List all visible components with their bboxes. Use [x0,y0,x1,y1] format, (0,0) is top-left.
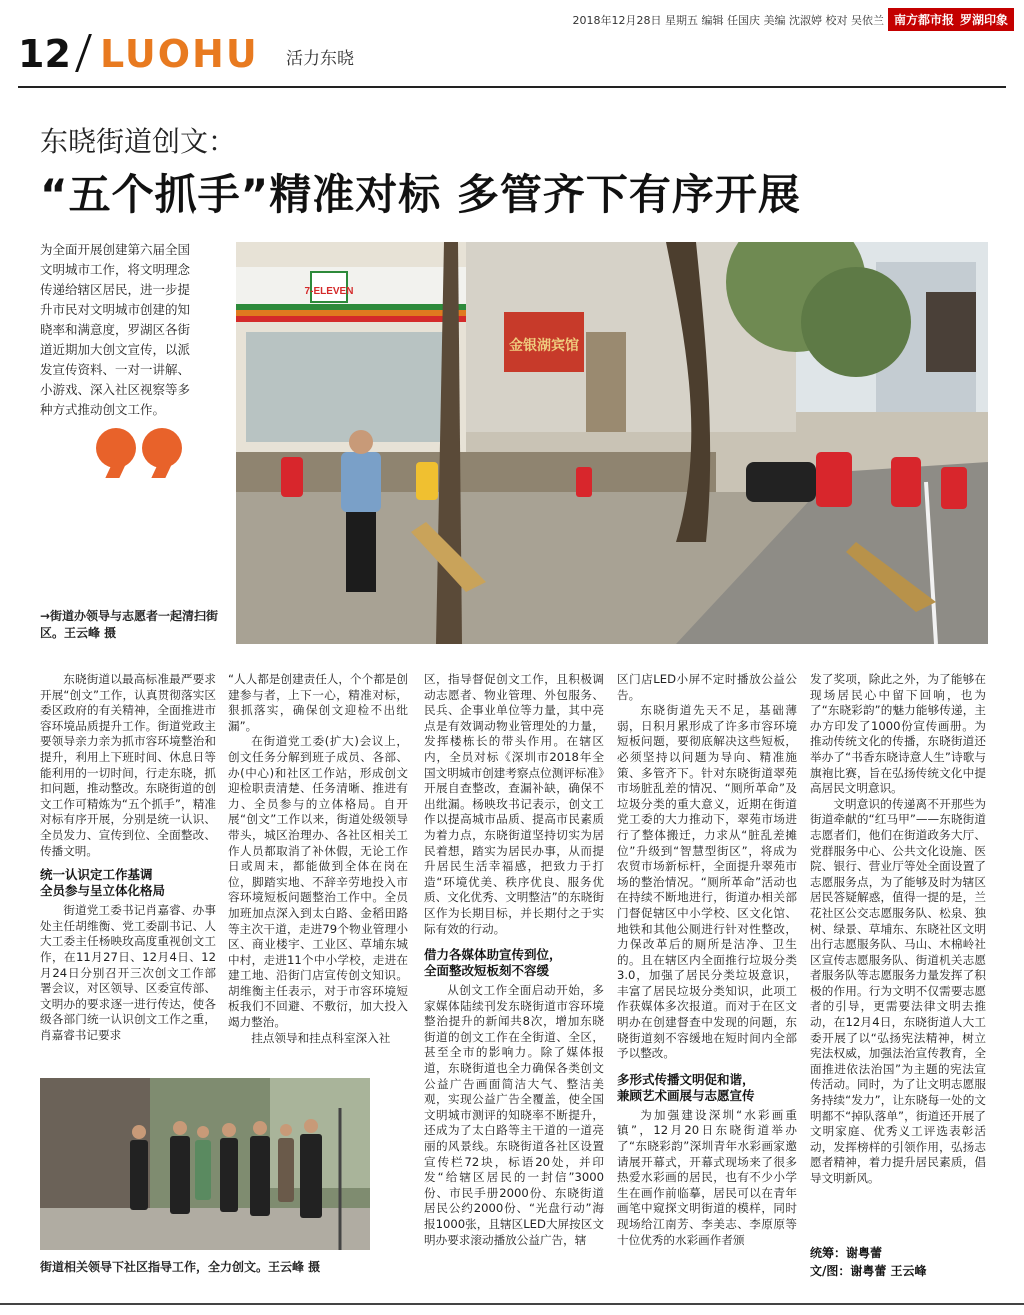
store-sign: 7-ELEVEN [304,286,354,297]
paragraph: 在街道党工委(扩大)会议上，创文任务分解到班子成员、各部、办(中心)和社区工作站，形成创文迎检职责清楚、任务清晰、推进有力、全员参与的立体格局。自开展“创文”工作以来，街道处级领导带头，城区治理办、各社区相关工作人员都取消了补休假，无论工作日或周末，都能做到全体在岗在位，脚踏实地、不辞辛劳地投入市容环境短板问题整治工作中。全员加班加点深入到太白路、金稻田路等主次干道，走进79个物业管理小区、商业楼宇、工业区、草埔东城中村，走进11个中小学校，走进在建工地、沿街门店宣传创文知识。胡维衡主任表示，对于市容环境短板我们不回避、不敷衍，加大投入竭力整治。 [228,734,408,1030]
subheading: 统一认识定工作基调 全员参与呈立体化格局 [40,867,166,899]
leaders-visit-illustration [40,1078,370,1250]
paragraph: 发了奖项，除此之外，为了能够在现场居民心中留下回响，也为了“东晓彩韵”的魅力能够传递，主办方印发了1000份宣传画册。为推动传统文化的传播，东晓街道还举办了“书香东晓诗意人生”诗歌与旗袍比赛，旨在弘扬传统文化中提高居民文明意识。 [810,672,986,796]
article-headline: “五个抓手”精准对标 多管齐下有序开展 [40,170,801,219]
header-slash-divider [75,34,92,72]
newspaper-logo: 南方都市报 [888,8,960,31]
subsection-title: 活力东晓 [286,49,354,69]
credit-editor: 统筹：谢粤蕾 [810,1246,883,1260]
street-cleaning-illustration [236,242,988,644]
header-rule [18,86,1006,88]
body-column-2 [228,672,408,1046]
paragraph: 东晓街道先天不足，基础薄弱，日积月累形成了许多市容环境短板问题，要彻底解决这些短板，必须坚持以问题为导向、精准施策、多管齐下。针对东晓街道翠苑市场脏乱差的情况、“厕所革命”及垃圾分类的重大意义，近期在街道党工委的大力推动下，翠苑市场进行了整体搬迁，力求从“脏乱差摊位”升级到“智慧型街区”，将成为农贸市场新标杆，全面提升翠苑市场的整治情况。“厕所革命”活动也在持续不断地进行，街道办相关部门督促辖区中小学校、区文化馆、地铁和其他公厕进行针对性整改，力保改革后的厕所是洁净、卫生的。且在辖区内全面推行垃圾分类3.0，加强了居民分类垃圾意识，丰富了居民垃圾分类知识，此项工作获媒体多次报道。而对于在区文明办在创建督查中发现的问题，东晓街道刻不容缓地在短时间内全部予以整改。 [617,703,797,1061]
body-column-3 [424,672,604,1248]
section-title: LUOHU [100,32,259,76]
paragraph: 文明意识的传递离不开那些为街道牵献的“红马甲”——东晓街道志愿者们，他们在街道政务大厅、党群服务中心、公共文化设施、医院、银行、营业厅等处全面设置了志愿服务点，为了能够及时为辖区居民答疑解惑，值得一提的是，兰花社区公交志愿服务队、松泉、独树、绿景、草埔东、东晓社区文明出行志愿服务队、马山、木棉岭社区宣传志愿服务队、街道机关志愿者服务队等志愿服务力量发挥了积极的作用。行为文明不仅需要志愿者的引导，更需要法律文明去推动，在12月4日，东晓街道人大工委开展了以“弘扬宪法精神，树立宪法权威，加强法治宣传教育，全面推进依法治国”为主题的宪法宣传活动。同时，为了让文明志愿服务持续“发力”，让东晓每一处的文明都不“掉队落单”，街道还开展了文明家庭、优秀义工评选表彰活动，发挥榜样的引领作用，弘扬志愿者精神，着力提升居民素质，倡导文明新风。 [810,796,986,1185]
photo2-caption: 街道相关领导下社区指导工作，全力创文。王云峰 摄 [40,1260,321,1274]
paragraph: 为加强建设深圳“水彩画重镇”，12月20日东晓街道举办了“东晓彩韵”深圳青年水彩画家邀请展开幕式，开幕式现场来了很多热爱水彩画的居民，也有不少小学生在画作前临摹，居民可以在青年画笔中窥探文明街道的模样，同时现场给江南芳、李美志、李原原等十位优秀的水彩画作者颁 [617,1107,797,1247]
street-cleaning-photo [236,242,988,644]
paragraph: 东晓街道以最高标准最严要求开展“创文”工作，认真贯彻落实区委区政府的有关精神，全面推进市容环境品质提升工作。街道党政主要领导亲力亲为抓市容环境整治和提升，利用上下班时间、休息日等能利用的一切时间，行走东晓，抓扣问题，推动整改。东晓街道的创文工作可精炼为“五个抓手”，精准对标有序开展，分别是统一认识、全员发力、宣传到位、全面整改、传播文明。 [40,672,216,858]
quote-mark-icon [96,428,196,488]
article-credits [810,1244,986,1280]
credit-writers: 文/图：谢粤蕾 王云峰 [810,1264,927,1278]
article-kicker: 东晓街道创文： [40,125,237,158]
hotel-sign: 金银湖宾馆 [509,338,579,354]
issue-meta: 2018年12月28日 星期五 编辑 任国庆 美编 沈淑婷 校对 吴依兰 [572,14,884,27]
paragraph: 区门店LED小屏不定时播放公益公告。 [617,672,797,702]
body-column-5 [810,672,986,1187]
paragraph: 挂点领导和挂点科室深入社 [251,1030,391,1045]
paragraph: 街道党工委书记肖嘉睿、办事处主任胡维衡、党工委副书记、人大工委主任杨映玫高度重视创文工作，在11月27日、12月4日、12月24日分别召开三次创文工作部署会议，对区领导、区委宣传部、文明办的要求逐一进行传达，使各级各部门统一认识创文工作之重，肖嘉睿书记要求 [40,903,216,1042]
photo1-caption: →街道办领导与志愿者一起清扫街区。王云峰 摄 [40,609,219,640]
subheading: 多形式传播文明促和谐， 兼顾艺术画展与志愿宣传 [617,1071,755,1103]
body-column-4 [617,672,797,1248]
paragraph: 从创文工作全面启动开始，多家媒体陆续刊发东晓街道市容环境整治提升的新闻共8次，增加东晓街道的创文工作在全街道、全区，甚至全市的影响力。除了媒体报道，东晓街道也全力确保各类创文公益广告画面简洁大气、整洁美观，实现公益广告全覆盖，使全国文明城市测评的知晓率不断提升，还成为了太白路等主干道的一道亮丽的风景线。东晓街道各社区设置宣传栏72块，标语20处，并印发“给辖区居民的一封信”3000份、市民手册2000份、东晓街道居民公约2000份、“光盘行动”海报1000张，且辖区LED大屏按区文明办要求滚动播放公益广告，辖 [424,983,604,1247]
top-bar [0,8,1024,30]
page-number: 12 [18,32,71,76]
leaders-visit-photo [40,1078,370,1250]
article-intro: 为全面开展创建第六届全国文明城市工作，将文明理念传递给辖区居民，进一步提升市民对文明城市创建的知晓率和满意度，罗湖区各街道近期加大创文宣传，以派发宣传资料、一对一讲解、小游戏、深入社区视察等多种方式推动创文工作。 [40,242,191,417]
paragraph: “人人都是创建责任人，个个都是创建参与者，上下一心，精准对标，狠抓落实，确保创文迎检不出纰漏”。 [228,672,408,733]
supplement-logo: 罗湖印象 [954,8,1014,31]
subheading: 借力各媒体助宣传到位， 全面整改短板刻不容缓 [424,947,562,979]
body-column-1 [40,672,216,1043]
bottom-rule [0,1303,1024,1305]
paragraph: 区，指导督促创文工作，且积极调动志愿者、物业管理、外包服务、民兵、企事业单位等力量，其中亮点是有效调动物业管理处的力量，发挥楼栋长的带头作用。在辖区内，全员对标《深圳市2018年全国文明城市创建考察点位测评标准》开展自查整改，查漏补缺，确保不出纰漏。杨映玫书记表示，创文工作以提高城市品质、提高市民素质为着力点，东晓街道坚持切实为居民着想，踏实为居民办事，从而提升居民生活幸福感，把致力于打造“环境优美、秩序优良、服务优质、文化优秀、文明整洁”的东晓街区作为长期目标，并长期付之于实际有效的行动。 [424,672,604,936]
